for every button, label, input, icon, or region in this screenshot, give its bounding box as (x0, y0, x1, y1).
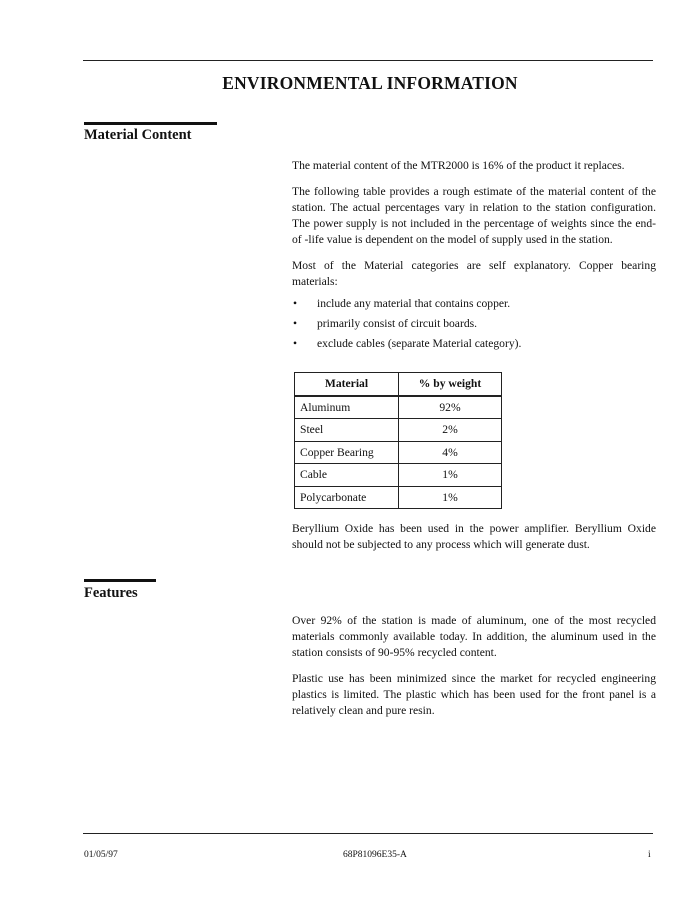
column-header-material: Material (295, 373, 399, 396)
list-item: • include any material that contains copper. (293, 297, 511, 310)
aluminum-paragraph: Over 92% of the station is made of aluminum, one of the most recycled materials commonly available today. In addition, the aluminum used in the station consists of 90-95% recycled content. (292, 614, 656, 659)
material-content-body (292, 158, 656, 356)
table-row (295, 486, 502, 509)
column-header-weight: % by weight (399, 373, 502, 396)
material-table (294, 372, 502, 509)
intro-paragraph: The material content of the MTR2000 is 16% of the product it replaces. (292, 159, 625, 172)
bullet-icon: • (293, 297, 298, 310)
beryllium-note: Beryllium Oxide has been used in the power amplifier. Beryllium Oxide should not be subjected to any process which will generate dust. (292, 522, 656, 551)
material-cell: Polycarbonate (295, 486, 399, 509)
footer-page-number: i (648, 850, 651, 860)
copper-bearing-paragraph: Most of the Material categories are self explanatory. Copper bearing materials: (292, 259, 656, 288)
table-row (295, 396, 502, 419)
beryllium-note-block (292, 521, 656, 553)
footer-doc-number: 68P81096E35-A (343, 850, 407, 860)
bullet-icon: • (293, 317, 298, 330)
page-title: ENVIRONMENTAL INFORMATION (222, 73, 518, 93)
material-cell: Steel (295, 419, 399, 442)
top-rule (83, 60, 653, 61)
table-row (295, 441, 502, 464)
section-heading-features: Features (84, 585, 138, 601)
plastic-paragraph: Plastic use has been minimized since the market for recycled engineering plastics is limited. The plastic which has been used for the front panel is a relatively clean and pure resin. (292, 672, 656, 717)
section-heading-material-content: Material Content (84, 127, 192, 143)
section-bar-features (84, 579, 156, 582)
table-description-paragraph: The following table provides a rough estimate of the material content of the station. The actual percentages vary in relation to the station configuration. The power supply is not included in the percentage of weights since the end-of -life value is dependent on the model of supply used in the station. (292, 185, 656, 246)
weight-cell: 4% (399, 441, 502, 464)
table-row (295, 419, 502, 442)
material-cell: Aluminum (295, 396, 399, 419)
list-item: • primarily consist of circuit boards. (293, 317, 478, 330)
copper-bearing-list (292, 296, 656, 352)
table-header-row (295, 373, 502, 396)
bullet-icon: • (293, 337, 298, 350)
material-cell: Cable (295, 464, 399, 487)
weight-cell: 1% (399, 464, 502, 487)
bottom-rule (83, 833, 653, 834)
table-row (295, 464, 502, 487)
material-cell: Copper Bearing (295, 441, 399, 464)
features-body (292, 613, 656, 719)
footer-date: 01/05/97 (84, 850, 118, 860)
weight-cell: 1% (399, 486, 502, 509)
section-bar-material (84, 122, 217, 125)
list-item: • exclude cables (separate Material category). (293, 337, 522, 350)
weight-cell: 2% (399, 419, 502, 442)
weight-cell: 92% (399, 396, 502, 419)
